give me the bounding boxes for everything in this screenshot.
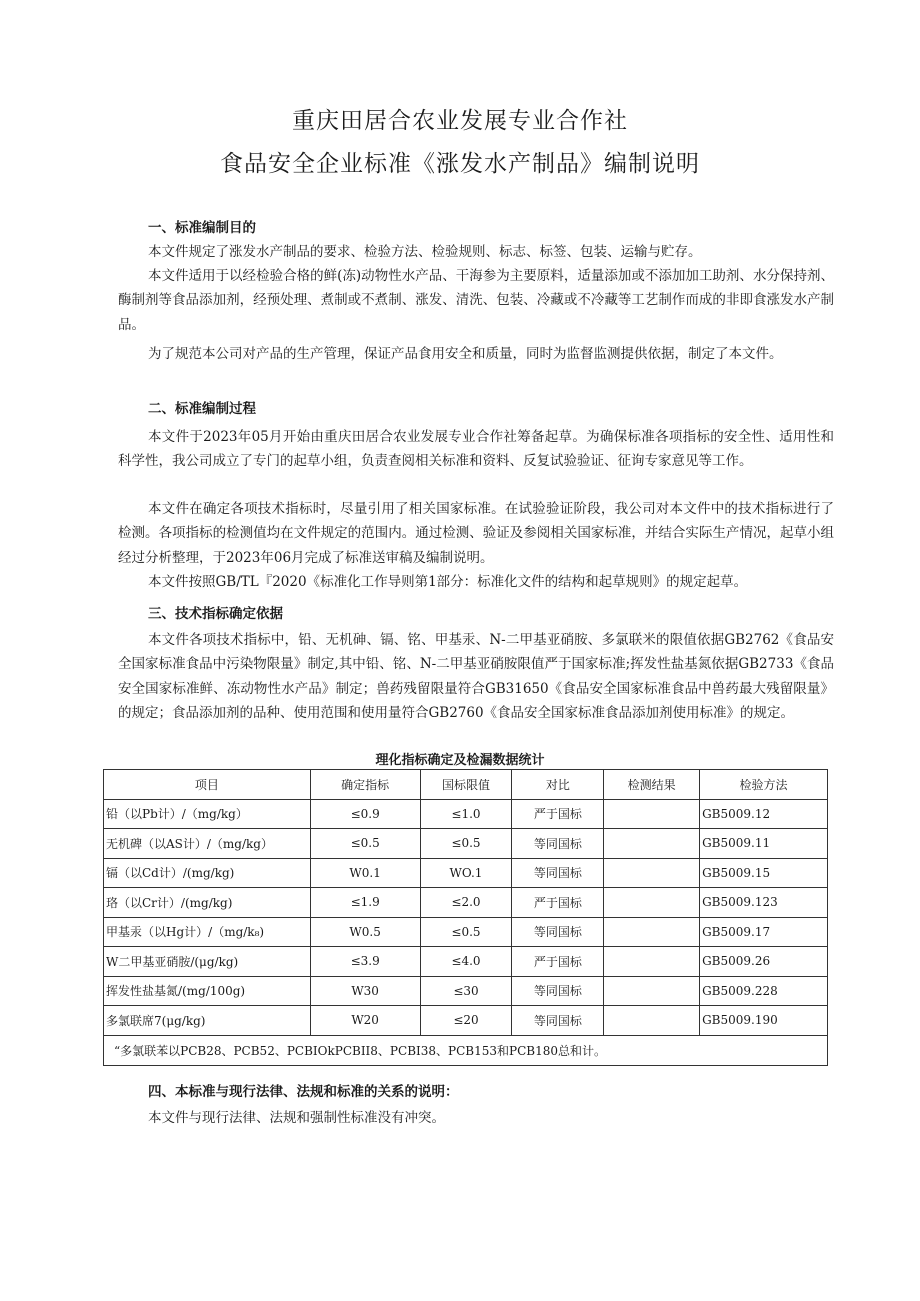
- cell-test-result: [604, 976, 700, 1006]
- section-3-paragraph-1: 本文件各项技术指标中，铅、无机砷、镉、铭、甲基汞、N-二甲基亚硝胺、多氯联米的限值依据GB2762《食品安全国家标准食品中污染物限量》制定,其中铅、铭、N-二甲基亚硝胺限值严于国家标准;挥发性盐基氮依据GB2733《食品安全国家标准鲜、冻动物性水产品》制定；兽药残留限量符合GB31650《食品安全国家标准食品中兽药最大残留限量》的规定；食品添加剂的品种、使用范围和使用量符合GB2760《食品安全国家标准食品添加剂使用标准》的规定。: [118, 632, 834, 722]
- table-row: [104, 1006, 828, 1036]
- document-title: 重庆田居合农业发展专业合作社: [292, 108, 628, 134]
- cell-national-limit: WO.1: [420, 858, 512, 888]
- cell-set-limit: W20: [310, 1006, 420, 1036]
- section-1-paragraph-1: 本文件规定了涨发水产制品的要求、检验方法、检验规则、标志、标签、包装、运输与贮存。: [148, 244, 702, 260]
- cell-test-method: GB5009.15: [700, 858, 828, 888]
- cell-set-limit: ≤1.9: [310, 888, 420, 918]
- cell-test-method: GB5009.190: [700, 1006, 828, 1036]
- header-comparison: 对比: [512, 770, 604, 800]
- header-test-result: 检测结果: [604, 770, 700, 800]
- table-caption: 理化指标确定及检漏数据统计: [375, 753, 545, 768]
- header-item: 项目: [104, 770, 311, 800]
- cell-item: 铅（以Pb计）/（mg/kg）: [104, 799, 311, 829]
- cell-national-limit: ≤0.5: [420, 829, 512, 859]
- cell-test-method: GB5009.11: [700, 829, 828, 859]
- cell-set-limit: ≤3.9: [310, 947, 420, 977]
- table-note: “多氯联苯以PCB28、PCB52、PCBIOkPCBII8、PCBI38、PCB153和PCB180总和计。: [104, 1035, 828, 1065]
- cell-test-result: [604, 888, 700, 918]
- table-header-row: [104, 770, 828, 800]
- cell-comparison: 等同国标: [512, 1006, 604, 1036]
- table-row: [104, 829, 828, 859]
- document-subtitle: 食品安全企业标准《涨发水产制品》编制说明: [220, 151, 700, 177]
- section-2-paragraph-1: 本文件于2023年05月开始由重庆田居合农业发展专业合作社筹备起草。为确保标准各项指标的安全性、适用性和科学性，我公司成立了专门的起草小组，负责查阅相关标准和资料、反复试验验证、征询专家意见等工作。: [118, 429, 834, 470]
- table-row: [104, 947, 828, 977]
- cell-test-result: [604, 799, 700, 829]
- cell-test-result: [604, 947, 700, 977]
- section-2-paragraph-2: 本文件在确定各项技术指标时，尽量引用了相关国家标准。在试验验证阶段，我公司对本文件中的技术指标进行了检测。各项指标的检测值均在文件规定的范围内。通过检测、验证及参阅相关国家标准，并结合实际生产情况，起草小组经过分析整理，于2023年06月完成了标准送审稿及编制说明。: [118, 501, 834, 566]
- cell-national-limit: ≤4.0: [420, 947, 512, 977]
- cell-comparison: 严于国标: [512, 947, 604, 977]
- cell-test-method: GB5009.12: [700, 799, 828, 829]
- cell-comparison: 严于国标: [512, 888, 604, 918]
- header-national-limit: 国标限值: [420, 770, 512, 800]
- cell-test-method: GB5009.123: [700, 888, 828, 918]
- cell-test-method: GB5009.17: [700, 917, 828, 947]
- cell-set-limit: W0.1: [310, 858, 420, 888]
- table-row: [104, 917, 828, 947]
- cell-test-result: [604, 917, 700, 947]
- cell-item: 甲基汞（以Hg计）/（mg/k₈): [104, 917, 311, 947]
- table-row: [104, 858, 828, 888]
- section-3-heading: 三、技术指标确定依据: [148, 606, 283, 622]
- table-row: [104, 888, 828, 918]
- cell-comparison: 等同国标: [512, 917, 604, 947]
- cell-national-limit: ≤30: [420, 976, 512, 1006]
- table-row: [104, 799, 828, 829]
- cell-test-result: [604, 1006, 700, 1036]
- header-test-method: 检验方法: [700, 770, 828, 800]
- section-4-heading: 四、本标准与现行法律、法规和标准的关系的说明：: [148, 1084, 459, 1100]
- cell-comparison: 等同国标: [512, 858, 604, 888]
- cell-set-limit: ≤0.9: [310, 799, 420, 829]
- section-1-heading: 一、标准编制目的: [148, 220, 256, 236]
- cell-item: W二甲基亚硝胺/(μg/kg): [104, 947, 311, 977]
- cell-item: 珞（以Cr计）/(mg/kg): [104, 888, 311, 918]
- section-4-paragraph-1: 本文件与现行法律、法规和强制性标准没有冲突。: [148, 1110, 445, 1126]
- cell-item: 多氯联席7(μg/kg): [104, 1006, 311, 1036]
- cell-set-limit: W0.5: [310, 917, 420, 947]
- cell-comparison: 等同国标: [512, 976, 604, 1006]
- cell-test-result: [604, 829, 700, 859]
- cell-item: 镉（以Cd计）/(mg/kg): [104, 858, 311, 888]
- cell-set-limit: ≤0.5: [310, 829, 420, 859]
- cell-national-limit: ≤20: [420, 1006, 512, 1036]
- cell-item: 无机碑（以AS计）/（mg/kg）: [104, 829, 311, 859]
- cell-national-limit: ≤0.5: [420, 917, 512, 947]
- cell-item: 挥发性盐基氮/(mg/100g): [104, 976, 311, 1006]
- cell-comparison: 等同国标: [512, 829, 604, 859]
- cell-test-method: GB5009.228: [700, 976, 828, 1006]
- section-2-paragraph-3: 本文件按照GB/TL『2020《标准化工作导则第1部分：标准化文件的结构和起草规则》的规定起草。: [148, 574, 748, 590]
- table-row: [104, 976, 828, 1006]
- section-1-paragraph-2: 本文件适用于以经检验合格的鲜(冻)动物性水产品、干海参为主要原料，适量添加或不添加加工助剂、水分保持剂、酶制剂等食品添加剂，经预处理、煮制或不煮制、涨发、清洗、包装、冷藏或不冷藏等工艺制作而成的非即食涨发水产制品。: [118, 268, 834, 333]
- section-2-heading: 二、标准编制过程: [148, 401, 256, 417]
- section-1-paragraph-3: 为了规范本公司对产品的生产管理，保证产品食用安全和质量，同时为监督监测提供依据，制定了本文件。: [148, 346, 783, 362]
- cell-test-method: GB5009.26: [700, 947, 828, 977]
- header-set-limit: 确定指标: [310, 770, 420, 800]
- table-note-row: [104, 1035, 828, 1065]
- cell-national-limit: ≤2.0: [420, 888, 512, 918]
- cell-national-limit: ≤1.0: [420, 799, 512, 829]
- cell-set-limit: W30: [310, 976, 420, 1006]
- cell-comparison: 严于国标: [512, 799, 604, 829]
- cell-test-result: [604, 858, 700, 888]
- indicator-table: [103, 769, 828, 1066]
